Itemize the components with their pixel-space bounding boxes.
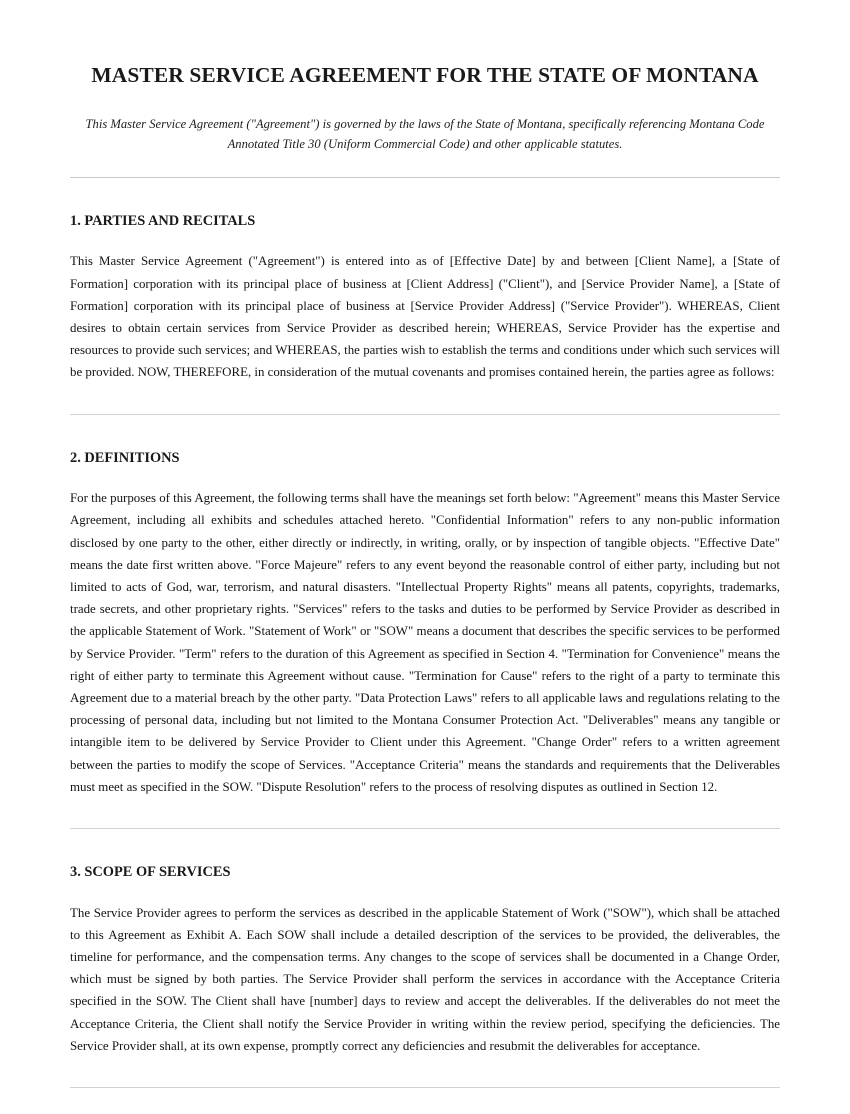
section-heading: 3. SCOPE OF SERVICES [70, 863, 231, 880]
document-subtitle: This Master Service Agreement ("Agreement") is governed by the laws of the State of Montana, specifically referencing Montana Code Annotated Title 30 (Uniform Commercial Code) and other applicable statutes. [85, 116, 765, 152]
section-definitions [70, 449, 780, 798]
section-body: For the purposes of this Agreement, the following terms shall have the meanings set forth below: "Agreement" means this Master Service Agreement, including all exhibits and schedules attached hereto. "Confidential Information" refers to any non-public information disclosed by one party to the other, either directly or indirectly, in writing, orally, or by inspection of tangible objects. "Effective Date" means the date first written above. "Force Majeure" refers to any event beyond the reasonable control of either party, including but not limited to acts of God, war, terrorism, and natural disasters. "Intellectual Property Rights" means all patents, copyrights, trademarks, trade secrets, and other proprietary rights. "Services" refers to the tasks and duties to be performed by Service Provider as described in the applicable Statement of Work. "Statement of Work" or "SOW" means a document that describes the specific services to be performed by Service Provider. "Term" refers to the duration of this Agreement as specified in Section 4. "Termination for Convenience" means the right of either party to terminate this Agreement without cause. "Termination for Cause" refers to the right of a party to terminate this Agreement due to a material breach by the other party. "Data Protection Laws" refers to all applicable laws and regulations relating to the processing of personal data, including but not limited to the Montana Consumer Protection Act. "Deliverables" means any tangible or intangible item to be delivered by Service Provider to Client under this Agreement. "Change Order" refers to a written agreement between the parties to modify the scope of Services. "Acceptance Criteria" means the standards and requirements that the Deliverables must meet as specified in the SOW. "Dispute Resolution" refers to the process of resolving disputes as outlined in Section 12. [70, 491, 780, 794]
page-title: MASTER SERVICE AGREEMENT FOR THE STATE OF MONTANA [91, 63, 759, 87]
section-scope-of-services [70, 863, 780, 1057]
section-divider [70, 414, 780, 415]
section-divider [70, 828, 780, 829]
section-body: This Master Service Agreement ("Agreement") is entered into as of [Effective Date] by and between [Client Name], a [State of Formation] corporation with its principal place of business at [Client Address] ("Client"), and [Service Provider Name], a [State of Formation] corporation with its principal place of business at [Service Provider Address] ("Service Provider"). WHEREAS, Client desires to obtain certain services from Service Provider as described herein; WHEREAS, Service Provider has the expertise and resources to provide such services; and WHEREAS, the parties wish to establish the terms and conditions under which such services will be provided. NOW, THEREFORE, in consideration of the mutual covenants and promises contained herein, the parties agree as follows: [70, 254, 780, 380]
title-divider [70, 177, 780, 178]
section-heading: 2. DEFINITIONS [70, 449, 180, 466]
page-bottom-spacer [70, 1088, 780, 1114]
section-body: The Service Provider agrees to perform the services as described in the applicable Statement of Work ("SOW"), which shall be attached to this Agreement as Exhibit A. Each SOW shall include a detailed description of the services to be provided, the deliverables, the timeline for performance, and the compensation terms. Any changes to the scope of services shall be documented in a Change Order, which must be signed by both parties. The Service Provider shall perform the services in accordance with the Acceptance Criteria specified in the SOW. The Client shall have [number] days to review and accept the deliverables. If the deliverables do not meet the Acceptance Criteria, the Client shall notify the Service Provider in writing within the review period, specifying the deficiencies. The Service Provider shall, at its own expense, promptly correct any deficiencies and resubmit the deliverables for acceptance. [70, 905, 780, 1053]
section-parties-and-recitals [70, 212, 780, 384]
section-heading: 1. PARTIES AND RECITALS [70, 212, 256, 229]
